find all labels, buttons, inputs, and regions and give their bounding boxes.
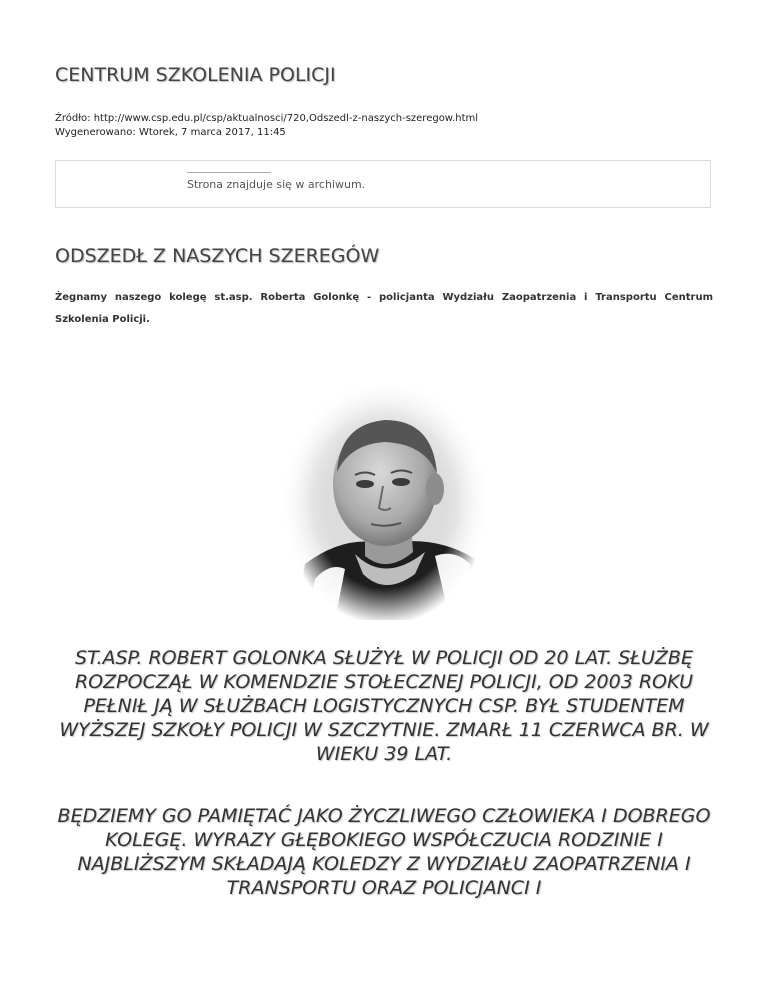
archive-notice-box bbox=[55, 160, 711, 208]
source-line: Źródło: http://www.csp.edu.pl/csp/aktualnosci/720,Odszedl-z-naszych-szeregow.html bbox=[55, 113, 479, 124]
article-lead: Żegnamy naszego kolegę st.asp. Roberta Golonkę - policjanta Wydziału Zaopatrzenia i Transportu Centrum Szkolenia Policji. bbox=[55, 292, 713, 325]
portrait-photo bbox=[285, 384, 485, 620]
site-title: CENTRUM SZKOLENIA POLICJI bbox=[55, 64, 336, 86]
archive-divider bbox=[187, 172, 271, 173]
meta-info bbox=[55, 112, 478, 140]
article-paragraph: ST.ASP. ROBERT GOLONKA SŁUŻYŁ W POLICJI OD 20 LAT. SŁUŻBĘ ROZPOCZĄŁ W KOMENDZIE STOŁECZNEJ POLICJI, OD 2003 ROKU PEŁNIŁ JĄ W SŁUŻBACH LOGISTYCZNYCH CSP. BYŁ STUDENTEM WYŻSZEJ SZKOŁY POLICJI W SZCZYTNIE. ZMARŁ 11 CZERWCA BR. W WIEKU 39 LAT. bbox=[59, 647, 709, 765]
portrait-illustration bbox=[285, 384, 485, 620]
article-title: ODSZEDŁ Z NASZYCH SZEREGÓW bbox=[55, 245, 380, 267]
generated-line: Wygenerowano: Wtorek, 7 marca 2017, 11:45 bbox=[55, 127, 286, 138]
article-paragraph: BĘDZIEMY GO PAMIĘTAĆ JAKO ŻYCZLIWEGO CZŁOWIEKA I DOBREGO KOLEGĘ. WYRAZY GŁĘBOKIEGO WSPÓŁCZUCIA RODZINIE I NAJBLIŻSZYM SKŁADAJĄ KOLEDZY Z WYDZIAŁU ZAOPATRZENIA I TRANSPORTU ORAZ POLICJANCI I bbox=[57, 805, 711, 899]
archive-notice-text: Strona znajduje się w archiwum. bbox=[187, 178, 366, 191]
